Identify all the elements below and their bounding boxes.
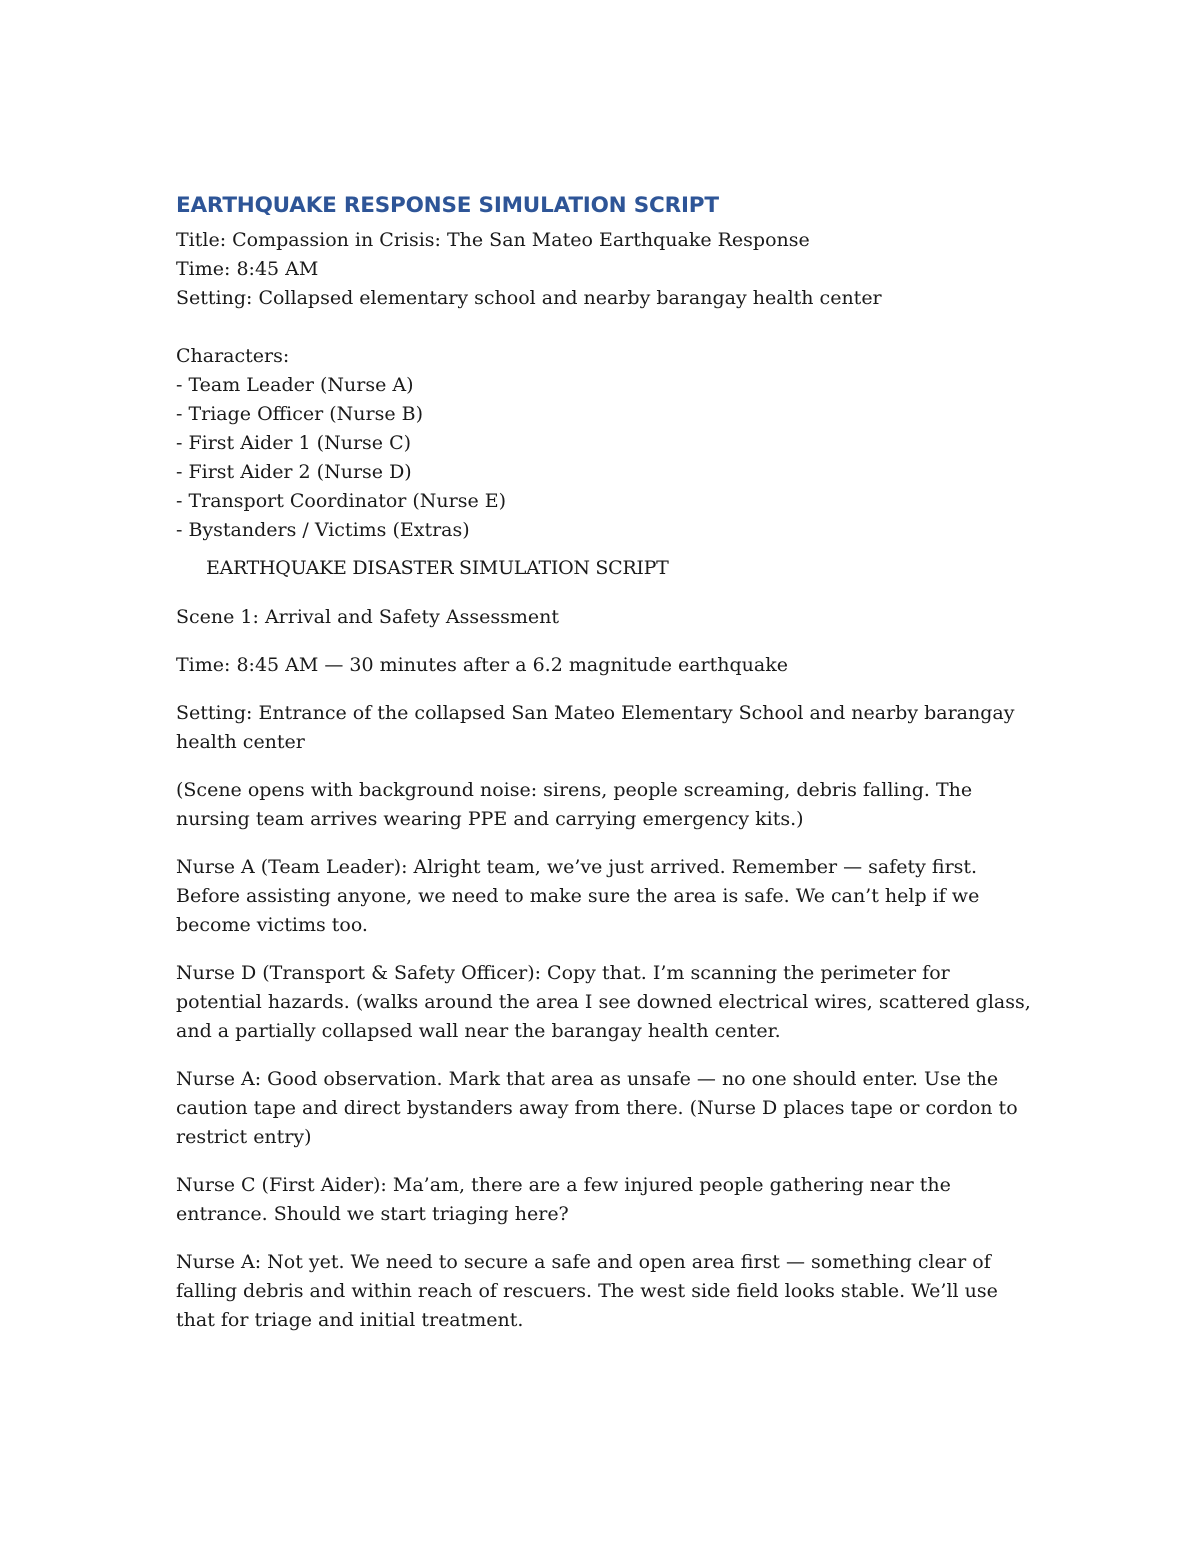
scene-heading: Scene 1: Arrival and Safety Assessment [176,606,559,628]
character-item: - Transport Coordinator (Nurse E) [176,490,507,512]
time-line: Time: 8:45 AM [176,258,319,280]
character-item: - Team Leader (Nurse A) [176,374,414,396]
scene-setting: Setting: Entrance of the collapsed San Mateo Elementary School and nearby barangay health center [176,702,1015,753]
title-line: Title: Compassion in Crisis: The San Mateo Earthquake Response [176,229,810,251]
dialogue-nurse-a: Nurse A (Team Leader): Alright team, we’ve just arrived. Remember — safety first. Before assisting anyone, we need to make sure the area is safe. We can’t help if we become victims too. [176,856,980,936]
setting-line: Setting: Collapsed elementary school and nearby barangay health center [176,287,882,309]
character-item: - First Aider 2 (Nurse D) [176,461,412,483]
characters-list [176,371,1036,545]
document-body [176,192,1036,1335]
character-item: - Bystanders / Victims (Extras) [176,519,470,541]
dialogue-nurse-c: Nurse C (First Aider): Ma’am, there are a few injured people gathering near the entrance. Should we start triaging here? [176,1174,951,1225]
dialogue-nurse-a: Nurse A: Not yet. We need to secure a safe and open area first — something clear of falling debris and within reach of rescuers. The west side field looks stable. We’ll use that for triage and initial treatment. [176,1251,998,1331]
scene-time: Time: 8:45 AM — 30 minutes after a 6.2 magnitude earthquake [176,654,788,676]
dialogue-nurse-a: Nurse A: Good observation. Mark that area as unsafe — no one should enter. Use the caution tape and direct bystanders away from there. (Nurse D places tape or cordon to restrict entry) [176,1068,1018,1148]
document-heading: EARTHQUAKE RESPONSE SIMULATION SCRIPT [176,193,719,218]
characters-label: Characters: [176,345,290,367]
blank-line [176,313,1036,342]
stage-direction: (Scene opens with background noise: sirens, people screaming, debris falling. The nursing team arrives wearing PPE and carrying emergency kits.) [176,779,973,830]
script-subtitle: EARTHQUAKE DISASTER SIMULATION SCRIPT [206,557,669,579]
character-item: - First Aider 1 (Nurse C) [176,432,412,454]
character-item: - Triage Officer (Nurse B) [176,403,423,425]
dialogue-nurse-d: Nurse D (Transport & Safety Officer): Copy that. I’m scanning the perimeter for potential hazards. (walks around the area I see downed electrical wires, scattered glass, and a partially collapsed wall near the barangay health center. [176,962,1031,1042]
